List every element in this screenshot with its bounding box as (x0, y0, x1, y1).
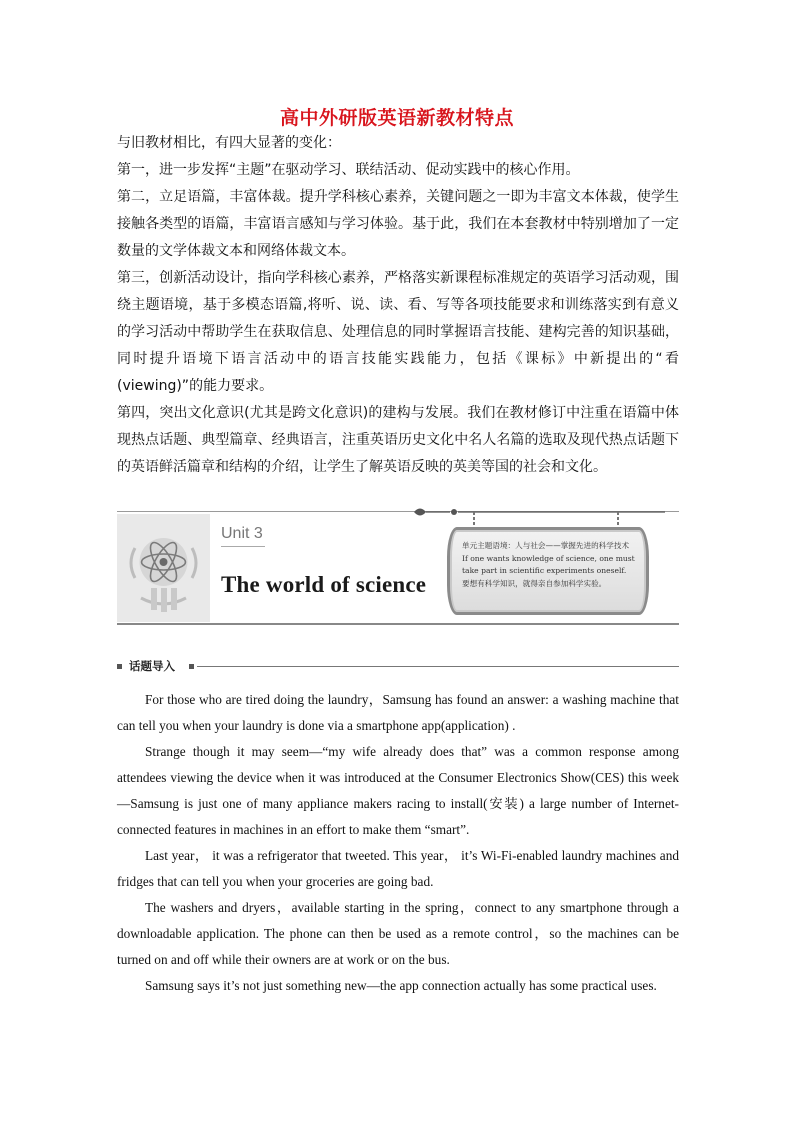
article-paragraph: For those who are tired doing the laundry，Samsung has found an answer: a washing machine that can tell you when your laundry is done via a smartphone app(application) . (117, 692, 679, 733)
intro-paragraph: 第二，立足语篇，丰富体裁。提升学科核心素养，关键问题之一即为丰富文本体裁，使学生接触各类型的语篇，丰富语言感知与学习体验。基于此，我们在本套教材中特别增加了一定数量的文学体裁文本和网络体裁文本。 (117, 189, 679, 259)
article-paragraph: Strange though it may seem—“my wife already does that” was a common response among attendees viewing the device when it was introduced at the Consumer Electronics Show(CES) this week—Samsung is just one of many appliance makers racing to install(安装) a large number of Internet-connected features in machines in an effort to make them “smart”. (117, 744, 679, 837)
square-bullet-icon (117, 664, 122, 669)
unit-banner (117, 503, 679, 627)
quote-chinese: 要想有科学知识，就得亲自参加科学实验。 (462, 578, 607, 588)
intro-paragraph: 第一，进一步发挥“主题”在驱动学习、联结活动、促动实践中的核心作用。 (117, 162, 580, 178)
intro-text (117, 130, 679, 481)
section-rule (197, 666, 679, 667)
ornament-icon (410, 503, 670, 521)
article-paragraph: The washers and dryers，available starting in the spring，connect to any smartphone through a downloadable application. The phone can then be used as a remote control，so the machines can be turned on and off while their owners are at work or on the bus. (117, 900, 679, 967)
article-paragraph: Samsung says it’s not just something new—the app connection actually has some practical uses. (145, 978, 657, 993)
article-text (117, 687, 679, 999)
intro-paragraph: 与旧教材相比，有四大显著的变化： (117, 135, 341, 151)
article-paragraph: Last year， it was a refrigerator that tweeted. This year， it’s Wi-Fi-enabled laundry machines and fridges that can tell you when your groceries are going bad. (117, 848, 679, 889)
unit-number: Unit 3 (221, 525, 265, 547)
square-bullet-icon (189, 664, 194, 669)
section-label: 话题导入 (129, 659, 175, 673)
unit-logo (117, 514, 210, 622)
unit-title: The world of science (221, 572, 427, 597)
theme-line: 单元主题语境：人与社会——掌握先进的科学技术 (462, 541, 630, 550)
section-header (117, 660, 679, 674)
intro-paragraph: 第三，创新活动设计，指向学科核心素养，严格落实新课程标准规定的英语学习活动观，围绕主题语境，基于多模态语篇,将听、说、读、看、写等各项技能要求和训练落实到有意义的学习活动中帮助学生在获取信息、处理信息的同时掌握语言技能、建构完善的知识基础，同时提升语境下语言活动中的语言技能实践能力，包括《课标》中新提出的“看(viewing)”的能力要求。 (117, 270, 679, 394)
quote-english: If one wants knowledge of science, one must take part in scientific experiments oneself. (462, 553, 635, 575)
page-title: 高中外研版英语新教材特点 (279, 107, 514, 129)
intro-paragraph: 第四，突出文化意识(尤其是跨文化意识)的建构与发展。我们在教材修订中注重在语篇中体现热点话题、典型篇章、经典语言，注重英语历史文化中名人名篇的选取及现代热点话题下的英语鲜活篇章和结构的介绍，让学生了解英语反映的英美等国的社会和文化。 (117, 405, 679, 475)
atom-icon (121, 518, 206, 618)
banner-bottom-rule (117, 623, 679, 625)
theme-sign (447, 527, 649, 615)
